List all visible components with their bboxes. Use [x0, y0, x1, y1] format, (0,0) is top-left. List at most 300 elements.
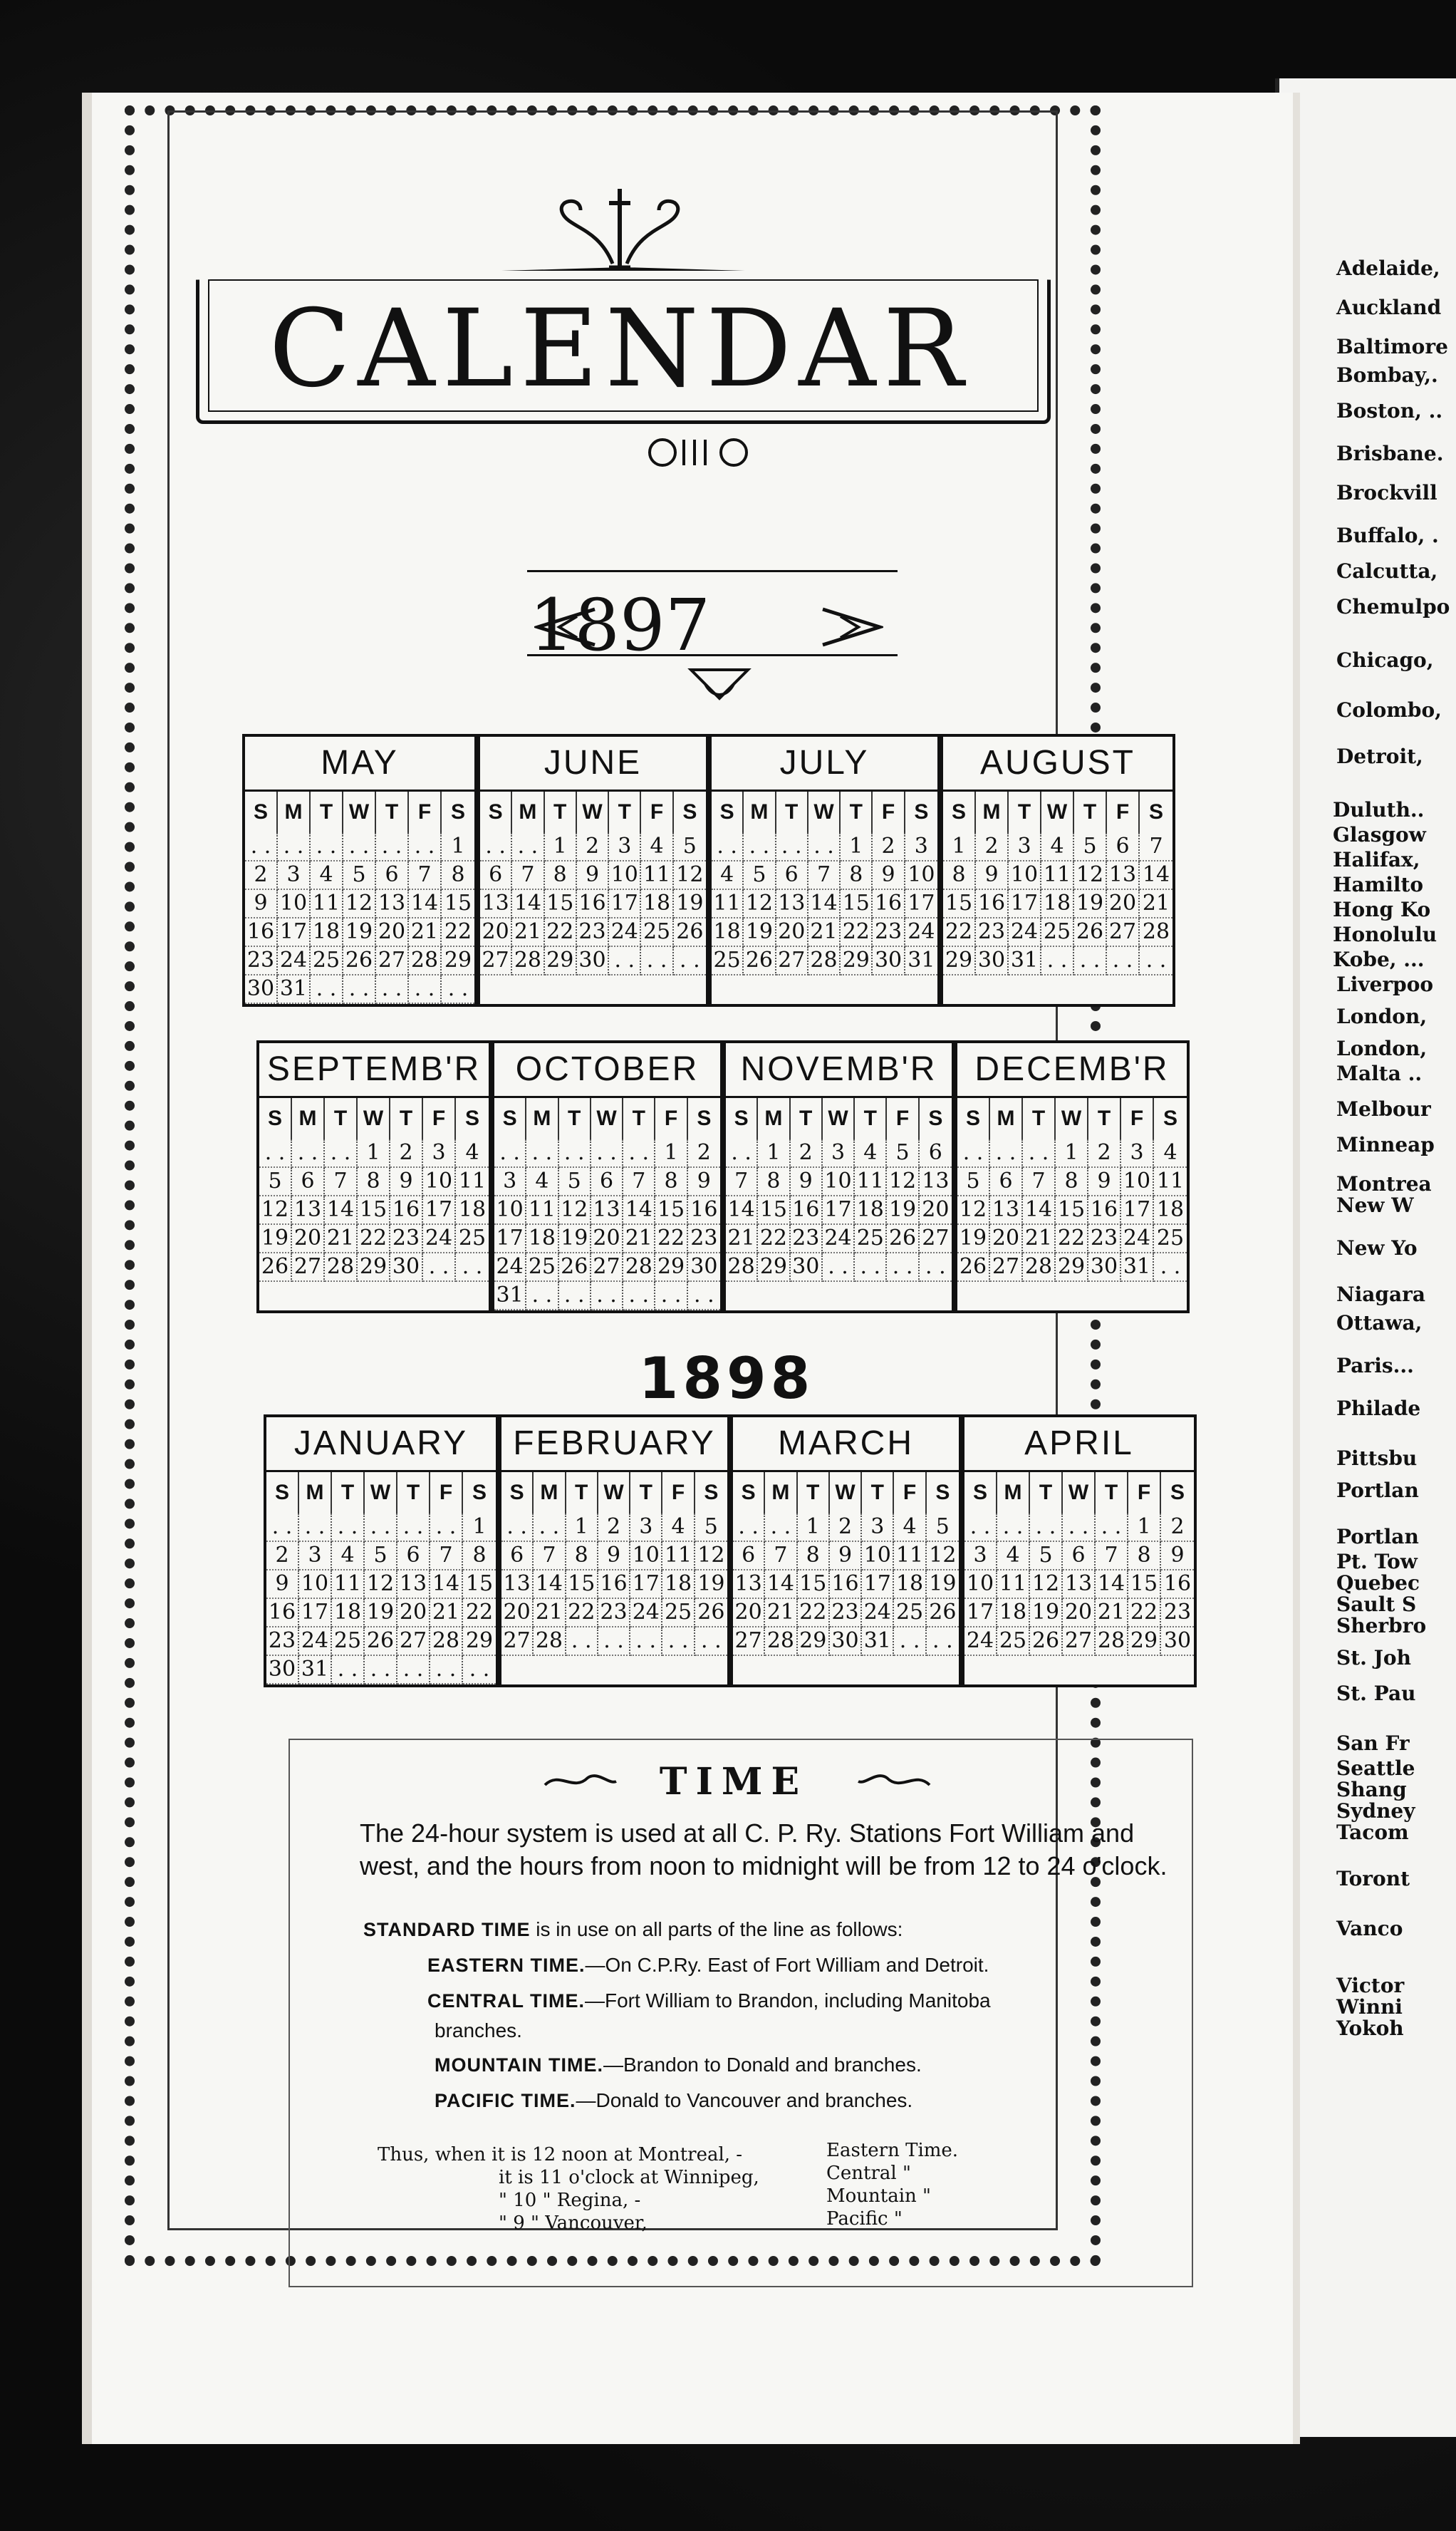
month-name: AUGUST: [943, 737, 1172, 792]
city-name: Buffalo, .: [1336, 524, 1439, 547]
day-cell: 7: [430, 1542, 463, 1570]
pendant-ornament-icon: [684, 663, 755, 705]
day-cell: 6: [733, 1542, 765, 1570]
weekday-header: M: [278, 792, 311, 833]
city-name: Seattle: [1336, 1756, 1415, 1780]
day-cell: 12: [343, 890, 376, 918]
day-grid: [266, 1472, 496, 1684]
day-cell: 28: [1140, 918, 1172, 947]
weekday-header: F: [1128, 1472, 1161, 1513]
day-cell: 14: [534, 1570, 566, 1599]
day-cell: . .: [990, 1139, 1023, 1168]
pacific-time-label: PACIFIC TIME.: [435, 2090, 576, 2111]
weekday-header: T: [325, 1098, 358, 1139]
city-name: Adelaide,: [1336, 257, 1440, 280]
day-cell: 28: [325, 1253, 358, 1282]
day-cell: 20: [1107, 890, 1140, 918]
right-scroll-ornament-icon: [855, 1767, 933, 1796]
day-cell: 10: [423, 1168, 456, 1196]
day-cell: 24: [609, 918, 641, 947]
day-cell: 24: [905, 918, 937, 947]
day-cell: 1: [1128, 1513, 1161, 1542]
day-cell: 12: [744, 890, 776, 918]
city-name: Winni: [1336, 1995, 1403, 2019]
weekday-header: W: [598, 1472, 630, 1513]
day-cell: . .: [299, 1513, 332, 1542]
day-cell: 13: [397, 1570, 430, 1599]
page-title: CALENDAR: [269, 287, 971, 411]
weekday-header: W: [1056, 1098, 1088, 1139]
day-cell: 23: [873, 918, 905, 947]
day-cell: 20: [733, 1599, 765, 1627]
day-cell: 25: [641, 918, 673, 947]
day-cell: 4: [894, 1513, 926, 1542]
day-cell: . .: [526, 1282, 558, 1310]
day-cell: 21: [1096, 1599, 1128, 1627]
day-cell: . .: [332, 1656, 365, 1684]
day-cell: 2: [245, 861, 278, 890]
day-cell: 25: [332, 1627, 365, 1656]
day-cell: 16: [266, 1599, 299, 1627]
day-cell: . .: [1140, 947, 1172, 975]
eastern-time-line: [427, 1952, 989, 1978]
day-cell: . .: [776, 833, 808, 861]
weekday-header: W: [365, 1472, 397, 1513]
day-cell: 1: [655, 1139, 687, 1168]
day-cell: 28: [409, 947, 442, 975]
weekday-header: M: [997, 1472, 1030, 1513]
day-cell: 22: [442, 918, 474, 947]
day-cell: 23: [830, 1599, 862, 1627]
months-1897-row1: [242, 734, 1182, 1007]
day-cell: 10: [609, 861, 641, 890]
day-cell: 13: [1063, 1570, 1096, 1599]
day-cell: 9: [245, 890, 278, 918]
day-cell: 23: [577, 918, 609, 947]
day-cell: 18: [855, 1196, 887, 1225]
day-cell: 27: [397, 1627, 430, 1656]
day-cell: 28: [512, 947, 544, 975]
weekday-header: T: [559, 1098, 591, 1139]
pacific-time-text: —Donald to Vancouver and branches.: [576, 2089, 913, 2111]
day-cell: 27: [292, 1253, 325, 1282]
day-cell: 27: [733, 1627, 765, 1656]
example-left: " 9 " Vancouver,: [499, 2212, 648, 2234]
day-cell: 17: [630, 1570, 662, 1599]
day-cell: 20: [591, 1225, 623, 1253]
day-cell: 27: [1107, 918, 1140, 947]
day-cell: 13: [591, 1196, 623, 1225]
day-grid: [480, 792, 706, 975]
day-cell: 15: [1056, 1196, 1088, 1225]
day-cell: . .: [957, 1139, 990, 1168]
day-cell: 3: [823, 1139, 855, 1168]
day-cell: 26: [559, 1253, 591, 1282]
city-name: Yokoh: [1336, 2017, 1404, 2040]
weekday-header: S: [697, 1107, 712, 1130]
day-cell: 16: [976, 890, 1009, 918]
day-cell: 13: [920, 1168, 952, 1196]
weekday-header: T: [1074, 792, 1107, 833]
day-cell: 21: [430, 1599, 463, 1627]
day-cell: 27: [501, 1627, 534, 1656]
day-cell: 30: [688, 1253, 720, 1282]
day-cell: 4: [1041, 833, 1074, 861]
day-cell: 31: [1121, 1253, 1154, 1282]
day-cell: 4: [997, 1542, 1030, 1570]
day-cell: . .: [409, 833, 442, 861]
day-cell: 17: [823, 1196, 855, 1225]
day-cell: . .: [641, 947, 673, 975]
day-cell: 15: [545, 890, 577, 918]
weekday-header: T: [855, 1098, 887, 1139]
day-cell: 1: [943, 833, 976, 861]
weekday-header: S: [704, 1481, 719, 1504]
day-cell: 20: [376, 918, 409, 947]
day-cell: . .: [332, 1513, 365, 1542]
day-cell: 18: [311, 918, 343, 947]
weekday-header: S: [726, 1098, 758, 1139]
day-cell: 3: [609, 833, 641, 861]
month-name: JANUARY: [266, 1417, 496, 1472]
day-cell: 9: [1088, 1168, 1121, 1196]
pacific-time-line: [435, 2088, 912, 2113]
day-cell: 26: [1030, 1627, 1063, 1656]
day-cell: 2: [873, 833, 905, 861]
time-intro: The 24-hour system is used at all C. P. Ry. Stations Fort William and west, and the hours from noon to midnight will be from 12 to 24 o'clock.: [360, 1818, 1168, 1880]
day-cell: 19: [343, 918, 376, 947]
day-cell: 1: [463, 1513, 496, 1542]
weekday-header: T: [311, 792, 343, 833]
day-cell: . .: [823, 1253, 855, 1282]
day-cell: 7: [534, 1542, 566, 1570]
day-cell: 8: [841, 861, 873, 890]
day-cell: . .: [245, 833, 278, 861]
day-cell: 26: [927, 1599, 959, 1627]
day-cell: 6: [990, 1168, 1023, 1196]
day-cell: 25: [456, 1225, 489, 1253]
month-name: APRIL: [964, 1417, 1194, 1472]
day-cell: 25: [1041, 918, 1074, 947]
day-cell: 29: [358, 1253, 390, 1282]
day-cell: . .: [695, 1627, 727, 1656]
month-march: [730, 1414, 962, 1687]
day-cell: 18: [456, 1196, 489, 1225]
city-name: Liverpoo: [1336, 973, 1434, 996]
city-name: Portlan: [1336, 1525, 1419, 1548]
day-cell: 13: [776, 890, 808, 918]
day-cell: . .: [1107, 947, 1140, 975]
facing-page: [1275, 78, 1456, 2437]
day-cell: . .: [630, 1627, 662, 1656]
day-cell: 10: [1121, 1168, 1154, 1196]
day-cell: 18: [332, 1599, 365, 1627]
weekday-header: M: [292, 1098, 325, 1139]
day-cell: 22: [358, 1225, 390, 1253]
day-cell: 7: [726, 1168, 758, 1196]
day-cell: 29: [1128, 1627, 1161, 1656]
day-cell: 17: [1009, 890, 1041, 918]
day-cell: 26: [674, 918, 706, 947]
day-cell: 10: [1009, 861, 1041, 890]
day-cell: 22: [1056, 1225, 1088, 1253]
day-cell: . .: [1074, 947, 1107, 975]
city-name: Duluth..: [1333, 798, 1425, 822]
day-cell: 25: [855, 1225, 887, 1253]
day-cell: 18: [662, 1570, 695, 1599]
weekday-header: M: [758, 1098, 790, 1139]
day-cell: . .: [1063, 1513, 1096, 1542]
day-cell: 17: [494, 1225, 526, 1253]
day-cell: 3: [630, 1513, 662, 1542]
weekday-header: S: [914, 800, 929, 824]
month-name: SEPTEMB'R: [259, 1043, 489, 1098]
day-cell: 29: [442, 947, 474, 975]
city-name: Quebec: [1336, 1571, 1420, 1595]
city-name: St. Pau: [1336, 1682, 1416, 1705]
day-cell: . .: [566, 1627, 598, 1656]
day-cell: 26: [957, 1253, 990, 1282]
day-cell: . .: [480, 833, 512, 861]
day-cell: 11: [526, 1196, 558, 1225]
day-cell: . .: [726, 1139, 758, 1168]
month-decembr: [955, 1040, 1190, 1313]
day-cell: 20: [1063, 1599, 1096, 1627]
day-cell: . .: [526, 1139, 558, 1168]
day-cell: 30: [976, 947, 1009, 975]
day-cell: 22: [463, 1599, 496, 1627]
day-cell: 31: [905, 947, 937, 975]
weekday-header: T: [545, 792, 577, 833]
day-cell: 16: [598, 1570, 630, 1599]
day-cell: 25: [997, 1627, 1030, 1656]
weekday-header: M: [526, 1098, 558, 1139]
day-cell: 13: [733, 1570, 765, 1599]
day-cell: 16: [873, 890, 905, 918]
day-cell: . .: [376, 833, 409, 861]
city-name: Chicago,: [1336, 648, 1434, 672]
day-cell: 19: [744, 918, 776, 947]
day-cell: . .: [397, 1656, 430, 1684]
day-cell: 27: [591, 1253, 623, 1282]
day-cell: 9: [1161, 1542, 1194, 1570]
city-name: Vanco: [1336, 1917, 1403, 1940]
day-cell: . .: [609, 947, 641, 975]
day-cell: 11: [1041, 861, 1074, 890]
day-cell: 25: [662, 1599, 695, 1627]
day-cell: 19: [887, 1196, 919, 1225]
city-name: Sydney: [1336, 1799, 1415, 1823]
weekday-header: T: [1096, 1472, 1128, 1513]
day-grid: [501, 1472, 727, 1656]
day-cell: 16: [390, 1196, 423, 1225]
day-cell: 12: [559, 1196, 591, 1225]
day-cell: 30: [266, 1656, 299, 1684]
day-grid: [957, 1098, 1187, 1282]
day-cell: 10: [299, 1570, 332, 1599]
day-cell: 4: [526, 1168, 558, 1196]
day-cell: 9: [873, 861, 905, 890]
day-cell: 4: [311, 861, 343, 890]
day-cell: 11: [641, 861, 673, 890]
day-cell: 13: [990, 1196, 1023, 1225]
day-cell: 21: [1140, 890, 1172, 918]
standard-time-label: STANDARD TIME: [363, 1919, 531, 1940]
day-cell: 8: [442, 861, 474, 890]
weekday-header: T: [791, 1098, 823, 1139]
day-cell: . .: [463, 1656, 496, 1684]
day-cell: . .: [765, 1513, 797, 1542]
weekday-header: S: [266, 1472, 299, 1513]
day-cell: . .: [655, 1282, 687, 1310]
day-grid: [712, 792, 937, 975]
day-cell: 6: [591, 1168, 623, 1196]
day-cell: 28: [765, 1627, 797, 1656]
day-cell: 8: [1056, 1168, 1088, 1196]
city-name: Paris...: [1336, 1354, 1414, 1377]
day-cell: . .: [623, 1139, 655, 1168]
day-cell: 10: [964, 1570, 997, 1599]
weekday-header: T: [841, 792, 873, 833]
day-cell: 5: [887, 1139, 919, 1168]
month-name: DECEMB'R: [957, 1043, 1187, 1098]
day-grid: [245, 792, 474, 1004]
day-cell: 10: [630, 1542, 662, 1570]
day-cell: 5: [927, 1513, 959, 1542]
day-cell: 19: [1030, 1599, 1063, 1627]
day-cell: 19: [559, 1225, 591, 1253]
day-cell: 31: [299, 1656, 332, 1684]
month-name: FEBRUARY: [501, 1417, 727, 1472]
day-cell: 5: [674, 833, 706, 861]
day-cell: 6: [776, 861, 808, 890]
day-cell: 17: [609, 890, 641, 918]
day-cell: . .: [997, 1513, 1030, 1542]
day-cell: 14: [409, 890, 442, 918]
day-cell: 30: [873, 947, 905, 975]
day-cell: 21: [623, 1225, 655, 1253]
standard-time-text: is in use on all parts of the line as follows:: [530, 1918, 903, 1940]
day-cell: . .: [559, 1282, 591, 1310]
day-cell: 7: [512, 861, 544, 890]
weekday-header: T: [566, 1472, 598, 1513]
day-cell: 18: [641, 890, 673, 918]
day-grid: [494, 1098, 720, 1310]
day-cell: 12: [695, 1542, 727, 1570]
day-cell: 13: [501, 1570, 534, 1599]
day-cell: 16: [577, 890, 609, 918]
day-cell: 2: [830, 1513, 862, 1542]
day-cell: 23: [791, 1225, 823, 1253]
day-cell: . .: [733, 1513, 765, 1542]
day-cell: 16: [1161, 1570, 1194, 1599]
day-cell: . .: [456, 1253, 489, 1282]
day-cell: 29: [463, 1627, 496, 1656]
city-name: Portlan: [1336, 1479, 1419, 1502]
day-cell: 29: [545, 947, 577, 975]
city-name: Malta ..: [1336, 1062, 1423, 1085]
day-cell: 9: [976, 861, 1009, 890]
weekday-header: M: [744, 792, 776, 833]
day-cell: . .: [430, 1513, 463, 1542]
day-cell: 26: [259, 1253, 292, 1282]
day-cell: 4: [1154, 1139, 1187, 1168]
weekday-header: S: [245, 792, 278, 833]
day-cell: 28: [1096, 1627, 1128, 1656]
day-cell: 8: [358, 1168, 390, 1196]
day-cell: 25: [894, 1599, 926, 1627]
weekday-header: S: [943, 792, 976, 833]
weekday-header: S: [733, 1472, 765, 1513]
day-cell: 14: [325, 1196, 358, 1225]
day-cell: 5: [744, 861, 776, 890]
weekday-header: T: [862, 1472, 894, 1513]
weekday-header: S: [1170, 1481, 1185, 1504]
day-cell: 19: [259, 1225, 292, 1253]
day-cell: 18: [712, 918, 744, 947]
day-cell: . .: [855, 1253, 887, 1282]
day-cell: 12: [674, 861, 706, 890]
day-cell: 6: [376, 861, 409, 890]
day-cell: 4: [855, 1139, 887, 1168]
day-cell: 11: [997, 1570, 1030, 1599]
weekday-header: T: [332, 1472, 365, 1513]
day-cell: 1: [358, 1139, 390, 1168]
city-name: Toront: [1336, 1867, 1410, 1890]
day-cell: 14: [1023, 1196, 1056, 1225]
central-time-text: —Fort William to Brandon, including Manitoba: [585, 1989, 991, 2012]
day-cell: . .: [365, 1513, 397, 1542]
day-cell: 8: [463, 1542, 496, 1570]
day-cell: . .: [501, 1513, 534, 1542]
day-cell: 2: [577, 833, 609, 861]
weekday-header: T: [397, 1472, 430, 1513]
day-cell: 14: [1140, 861, 1172, 890]
day-cell: 8: [566, 1542, 598, 1570]
weekday-header: T: [1009, 792, 1041, 833]
day-cell: 12: [259, 1196, 292, 1225]
day-cell: 12: [957, 1196, 990, 1225]
day-cell: 8: [943, 861, 976, 890]
day-cell: 18: [997, 1599, 1030, 1627]
city-name: Philade: [1336, 1397, 1421, 1420]
weekday-header: S: [501, 1472, 534, 1513]
weekday-header: F: [1121, 1098, 1154, 1139]
day-cell: . .: [712, 833, 744, 861]
day-cell: 21: [325, 1225, 358, 1253]
day-cell: 24: [494, 1253, 526, 1282]
day-cell: . .: [559, 1139, 591, 1168]
day-cell: 17: [964, 1599, 997, 1627]
day-cell: 28: [534, 1627, 566, 1656]
day-cell: 9: [830, 1542, 862, 1570]
day-cell: 15: [463, 1570, 496, 1599]
day-cell: 24: [1121, 1225, 1154, 1253]
day-cell: 6: [480, 861, 512, 890]
day-cell: 10: [905, 861, 937, 890]
day-cell: 13: [480, 890, 512, 918]
city-name: Minneap: [1336, 1133, 1435, 1156]
day-cell: 26: [887, 1225, 919, 1253]
day-cell: . .: [278, 833, 311, 861]
day-cell: 20: [397, 1599, 430, 1627]
day-cell: . .: [598, 1627, 630, 1656]
month-august: [940, 734, 1175, 1007]
day-cell: 27: [480, 947, 512, 975]
city-name: St. Joh: [1336, 1646, 1411, 1670]
day-cell: 11: [311, 890, 343, 918]
day-cell: 23: [1088, 1225, 1121, 1253]
